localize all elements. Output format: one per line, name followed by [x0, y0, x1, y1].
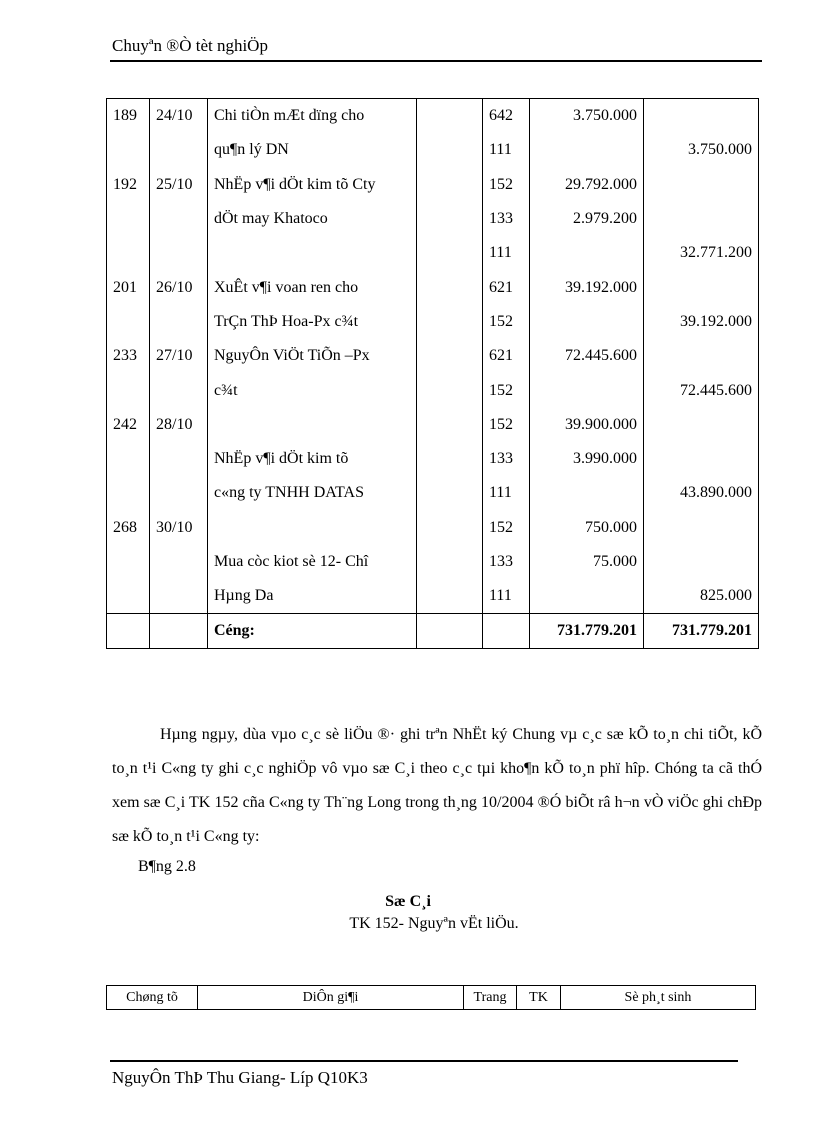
cell-blank [417, 545, 483, 579]
cell-date [150, 442, 208, 476]
cell-voucher-no [107, 442, 150, 476]
cell-debit: 2.979.200 [530, 202, 644, 236]
table-row [107, 202, 759, 236]
cell-account: 152 [483, 511, 530, 545]
cell-account: 152 [483, 168, 530, 202]
cell-voucher-no [107, 133, 150, 167]
header-rule [110, 60, 762, 62]
cell-date [150, 305, 208, 339]
cell-debit [530, 373, 644, 407]
cell-empty [150, 614, 208, 649]
ledger-book-title: Sæ C¸i [385, 893, 431, 910]
cell-account: 152 [483, 408, 530, 442]
cell-credit [644, 545, 759, 579]
header-cell-page: Trang [464, 986, 517, 1010]
cell-credit [644, 339, 759, 373]
cell-account: 152 [483, 305, 530, 339]
cell-date: 30/10 [150, 511, 208, 545]
cell-account: 133 [483, 442, 530, 476]
table-row [107, 270, 759, 304]
table-row [107, 168, 759, 202]
table-row [107, 476, 759, 510]
footer-rule [110, 1060, 738, 1062]
cell-debit [530, 476, 644, 510]
cell-description [208, 408, 417, 442]
cell-account: 111 [483, 133, 530, 167]
total-debit: 731.779.201 [530, 614, 644, 649]
cell-description: TrÇn ThÞ Hoa-Px c¾t [208, 305, 417, 339]
cell-date: 27/10 [150, 339, 208, 373]
cell-credit [644, 442, 759, 476]
cell-blank [417, 305, 483, 339]
cell-account: 621 [483, 270, 530, 304]
cell-voucher-no [107, 236, 150, 270]
table-row [107, 373, 759, 407]
cell-date [150, 133, 208, 167]
table-row [107, 408, 759, 442]
cell-voucher-no [107, 202, 150, 236]
cell-voucher-no: 192 [107, 168, 150, 202]
ledger-table [106, 98, 759, 649]
total-row [107, 614, 759, 649]
cell-credit: 39.192.000 [644, 305, 759, 339]
cell-voucher-no [107, 579, 150, 614]
table-row [107, 305, 759, 339]
cell-description: Mua còc kiot sè 12- Chî [208, 545, 417, 579]
cell-credit [644, 511, 759, 545]
header-cell-description: DiÔn gi¶i [198, 986, 464, 1010]
cell-debit: 39.192.000 [530, 270, 644, 304]
cell-description: c¾t [208, 373, 417, 407]
table-row [107, 133, 759, 167]
cell-date: 28/10 [150, 408, 208, 442]
cell-empty [107, 614, 150, 649]
cell-account: 152 [483, 373, 530, 407]
cell-voucher-no [107, 305, 150, 339]
cell-date: 24/10 [150, 99, 208, 134]
cell-debit: 39.900.000 [530, 408, 644, 442]
header-cell-account: TK [517, 986, 561, 1010]
cell-blank [417, 270, 483, 304]
cell-blank [417, 168, 483, 202]
cell-voucher-no: 242 [107, 408, 150, 442]
page-footer: NguyÔn ThÞ Thu Giang- Líp Q10K3 [112, 1068, 368, 1087]
total-credit: 731.779.201 [644, 614, 759, 649]
cell-debit: 3.990.000 [530, 442, 644, 476]
cell-description [208, 511, 417, 545]
book-header-table [106, 985, 756, 1010]
cell-credit [644, 202, 759, 236]
cell-blank [417, 476, 483, 510]
header-cell-amount: Sè ph¸t sinh [561, 986, 756, 1010]
table-row [107, 511, 759, 545]
cell-date: 25/10 [150, 168, 208, 202]
cell-credit [644, 408, 759, 442]
cell-blank [417, 442, 483, 476]
cell-debit: 3.750.000 [530, 99, 644, 134]
cell-empty [417, 614, 483, 649]
cell-debit: 72.445.600 [530, 339, 644, 373]
table-row [107, 579, 759, 614]
cell-date [150, 202, 208, 236]
cell-debit: 75.000 [530, 545, 644, 579]
cell-credit [644, 270, 759, 304]
cell-credit [644, 99, 759, 134]
cell-credit: 825.000 [644, 579, 759, 614]
cell-blank [417, 133, 483, 167]
cell-account: 133 [483, 202, 530, 236]
ledger-book-subtitle: TK 152- Nguyªn vËt liÖu. [349, 915, 519, 932]
cell-blank [417, 511, 483, 545]
cell-description: Chi tiÒn mÆt dïng cho [208, 99, 417, 134]
cell-account: 133 [483, 545, 530, 579]
cell-voucher-no: 233 [107, 339, 150, 373]
cell-description: Hµng Da [208, 579, 417, 614]
cell-date [150, 579, 208, 614]
cell-debit [530, 133, 644, 167]
cell-voucher-no: 201 [107, 270, 150, 304]
cell-blank [417, 202, 483, 236]
cell-date [150, 476, 208, 510]
cell-credit: 3.750.000 [644, 133, 759, 167]
cell-description: c«ng ty TNHH DATAS [208, 476, 417, 510]
cell-blank [417, 579, 483, 614]
cell-debit [530, 579, 644, 614]
cell-credit: 43.890.000 [644, 476, 759, 510]
paragraph-text: Hµng ngµy, dùa vµo c¸c sè liÖu ®· ghi trªn NhËt ký Chung vµ c¸c sæ kÕ to¸n chi tiÕt, kÕ to¸n t¹i C«ng ty ghi c¸c nghiÖp vô vµo sæ C¸i theo c¸c tµi kho¶n kÕ to¸n phï hîp. Chóng ta cã thÓ xem sæ C¸i TK 152 cña C«ng ty Th¨ng Long trong th¸ng 10/2004 ®Ó biÕt râ h¬n vÒ viÖc ghi chÐp sæ kÕ to¸n t¹i C«ng ty: [112, 726, 762, 845]
cell-account: 111 [483, 579, 530, 614]
cell-description: XuÊt v¶i voan ren cho [208, 270, 417, 304]
cell-credit: 32.771.200 [644, 236, 759, 270]
table-row [107, 442, 759, 476]
cell-credit: 72.445.600 [644, 373, 759, 407]
cell-description [208, 236, 417, 270]
cell-debit: 750.000 [530, 511, 644, 545]
table-label: B¶ng 2.8 [138, 858, 196, 875]
cell-credit [644, 168, 759, 202]
cell-description: qu¶n lý DN [208, 133, 417, 167]
cell-voucher-no [107, 373, 150, 407]
cell-date: 26/10 [150, 270, 208, 304]
table-row [107, 236, 759, 270]
cell-debit [530, 236, 644, 270]
cell-blank [417, 99, 483, 134]
total-label: Céng: [208, 614, 417, 649]
cell-date [150, 373, 208, 407]
cell-description: NguyÔn ViÖt TiÕn –Px [208, 339, 417, 373]
cell-account: 642 [483, 99, 530, 134]
cell-account: 621 [483, 339, 530, 373]
cell-description: NhËp v¶i dÖt kim tõ [208, 442, 417, 476]
cell-blank [417, 373, 483, 407]
cell-debit: 29.792.000 [530, 168, 644, 202]
cell-blank [417, 339, 483, 373]
cell-account: 111 [483, 236, 530, 270]
page-header: Chuyªn ®Ò tèt nghiÖp [112, 36, 268, 55]
cell-empty [483, 614, 530, 649]
cell-account: 111 [483, 476, 530, 510]
cell-voucher-no [107, 545, 150, 579]
cell-blank [417, 408, 483, 442]
cell-description: NhËp v¶i dÖt kim tõ Cty [208, 168, 417, 202]
cell-voucher-no: 189 [107, 99, 150, 134]
cell-voucher-no: 268 [107, 511, 150, 545]
table-row [107, 545, 759, 579]
cell-description: dÖt may Khatoco [208, 202, 417, 236]
body-paragraph [112, 718, 762, 854]
cell-voucher-no [107, 476, 150, 510]
cell-date [150, 545, 208, 579]
cell-blank [417, 236, 483, 270]
table-row [107, 339, 759, 373]
cell-date [150, 236, 208, 270]
table-row [107, 99, 759, 134]
cell-debit [530, 305, 644, 339]
header-cell-voucher: Chøng tõ [107, 986, 198, 1010]
